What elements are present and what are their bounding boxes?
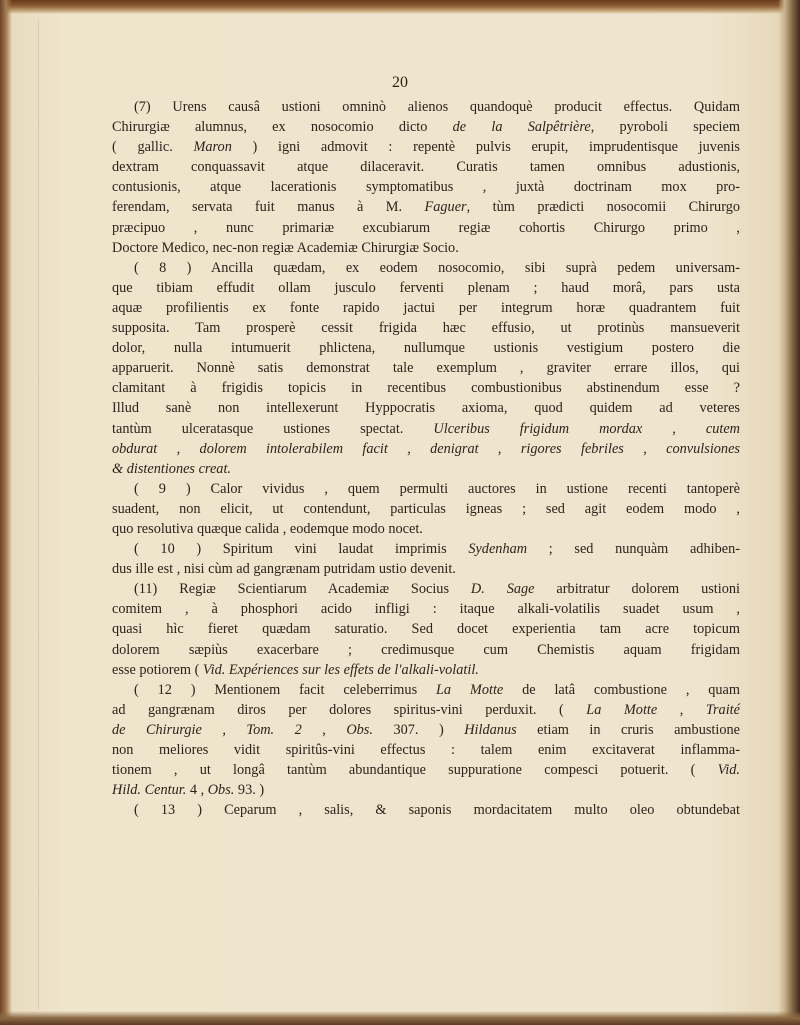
- italic-text: Vid.: [717, 762, 740, 779]
- italic-text: La Motte: [435, 681, 504, 698]
- text-line: [112, 197, 740, 217]
- text-segment: comitem , à phosphori acido infligi : itaque alkali-volatilis suadet usum ,: [112, 601, 740, 618]
- text-line: [112, 157, 740, 177]
- text-line: [112, 780, 740, 800]
- text-segment: ferendam, servata fuit manus à M.: [112, 199, 425, 216]
- text-segment: , pyroboli speciem: [590, 119, 740, 136]
- text-segment: Doctore Medico, nec-non regiæ Academiæ Chirurgiæ Socio.: [112, 239, 459, 256]
- text-line: [112, 720, 740, 740]
- text-segment: (11) Regiæ Scientiarum Academiæ Socius: [134, 581, 471, 598]
- text-line: [112, 599, 740, 619]
- text-segment: aquæ profilientis ex fonte rapido jactui per integrum horæ quadrantem fuit: [112, 299, 740, 316]
- italic-text: Vid. Expériences sur les effets de l'alkali-volatil.: [202, 661, 479, 678]
- italic-text: Obs.: [207, 782, 235, 799]
- text-segment: ( 8 ) Ancilla quædam, ex eodem nosocomio, sibi suprà pedem universam-: [134, 259, 740, 276]
- page-edge-left: [0, 0, 12, 1025]
- text-line: [112, 97, 740, 117]
- text-line: [112, 459, 740, 479]
- text-line: [112, 499, 740, 519]
- text-segment: esse potiorem (: [112, 661, 203, 678]
- text-segment: apparuerit. Nonnè satis demonstrat tale exemplum , graviter errare illos, qui: [112, 360, 740, 377]
- text-segment: non meliores vidit spiritûs-vini effectus : talem enim excitaverat inflamma-: [112, 742, 740, 758]
- italic-text: de Chirurgie , Tom. 2 , Obs.: [112, 721, 373, 738]
- page-margin-crease: [38, 20, 39, 1010]
- text-segment: tantùm ulceratasque ustiones spectat.: [112, 420, 434, 437]
- text-segment: dolor, nulla intumuerit phlictena, nullumque ustionis vestigium postero die: [112, 340, 740, 357]
- text-segment: , tùm prædicti nosocomii Chirurgo: [466, 199, 740, 216]
- text-segment: 93. ): [234, 782, 265, 799]
- text-line: [112, 559, 740, 579]
- text-segment: supposita. Tam prosperè cessit frigida hæc effusio, ut protinùs mansueverit: [112, 320, 740, 337]
- text-segment: arbitratur dolorem ustioni: [534, 581, 741, 598]
- text-line: [112, 258, 740, 278]
- text-segment: etiam in cruris ambustione: [516, 721, 741, 738]
- text-line: [112, 378, 740, 398]
- text-segment: quo resolutiva quæque calida , eodemque modo nocet.: [112, 520, 423, 537]
- text-line: [112, 660, 740, 680]
- page-edge-right: [778, 0, 800, 1025]
- text-segment: ( 10 ) Spiritum vini laudat imprimis: [134, 541, 469, 558]
- text-segment: ( gallic.: [112, 139, 194, 156]
- text-line: [112, 700, 740, 720]
- italic-text: & distentiones creat.: [112, 460, 231, 477]
- text-segment: que tibiam effudit ollam jusculo ferventi plenam ; haud morâ, pars usta: [112, 279, 740, 296]
- text-line: [112, 177, 740, 197]
- text-line: [112, 298, 740, 318]
- text-line: [112, 398, 740, 418]
- text-line: [112, 358, 740, 378]
- text-segment: dolorem sæpiùs exacerbare ; credimusque cum Chemistis aquam frigidam: [112, 641, 740, 658]
- text-segment: dextram conquassavit atque dilaceravit. Curatis tamen omnibus adustionis,: [112, 159, 740, 176]
- text-segment: (7) Urens causâ ustioni omninò alienos quandoquè producit effectus. Quidam: [134, 99, 740, 115]
- text-segment: Illud sanè non intellexerunt Hyppocratis axioma, quod quidem ad veteres: [112, 400, 740, 417]
- italic-text: Hild. Centur.: [112, 782, 187, 799]
- text-line: [112, 419, 740, 439]
- text-line: [112, 479, 740, 499]
- text-segment: suadent, non elicit, ut contendunt, particulas igneas ; sed agit eodem modo ,: [112, 500, 740, 517]
- italic-text: Ulceribus frigidum mordax , cutem: [433, 420, 740, 437]
- text-line: [112, 218, 740, 238]
- text-segment: ( 9 ) Calor vividus , quem permulti auctores in ustione recenti tantoperè: [134, 480, 740, 497]
- italic-text: Maron: [193, 139, 232, 156]
- text-segment: ( 12 ) Mentionem facit celeberrimus: [134, 681, 436, 698]
- text-line: [112, 740, 740, 760]
- italic-text: D. Sage: [470, 581, 535, 598]
- text-segment: de latâ combustione , quam: [503, 681, 740, 698]
- page-edge-top: [0, 0, 800, 14]
- text-segment: 307. ): [372, 721, 465, 738]
- text-line: [112, 800, 740, 820]
- italic-text: Hildanus: [464, 721, 517, 738]
- text-line: [112, 318, 740, 338]
- text-line: [112, 137, 740, 157]
- text-segment: tionem , ut longâ tantùm abundantique suppuratione compesci potuerit. (: [112, 762, 718, 779]
- italic-text: Faguer: [424, 199, 467, 216]
- text-line: [112, 579, 740, 599]
- italic-text: La Motte , Traité: [586, 701, 740, 718]
- text-line: [112, 619, 740, 639]
- italic-text: obdurat , dolorem intolerabilem facit , denigrat , rigores febriles , convulsiones: [112, 440, 740, 457]
- text-line: [112, 680, 740, 700]
- text-segment: dus ille est , nisi cùm ad gangrænam putridam ustio devenit.: [112, 561, 456, 578]
- text-segment: Chirurgiæ alumnus, ex nosocomio dicto: [112, 119, 453, 136]
- text-segment: clamitant à frigidis topicis in recentibus combustionibus abstinendum esse ?: [112, 380, 740, 397]
- text-segment: ) igni admovit : repentè pulvis erupit, imprudentisque juvenis: [231, 139, 740, 156]
- page-edge-bottom: [0, 1011, 800, 1025]
- text-line: [112, 439, 740, 459]
- text-segment: ad gangrænam diros per dolores spiritus-vini perduxit. (: [112, 701, 587, 718]
- text-line: [112, 278, 740, 298]
- text-segment: ; sed nunquàm adhiben-: [527, 541, 740, 558]
- text-segment: 4 ,: [186, 782, 208, 799]
- text-line: [112, 519, 740, 539]
- text-line: [112, 640, 740, 660]
- text-line: [112, 338, 740, 358]
- italic-text: de la Salpêtrière: [452, 119, 591, 136]
- text-segment: quasi hìc fieret quædam saturatio. Sed docet experientia tam acre topicum: [112, 621, 740, 638]
- text-segment: ( 13 ) Ceparum , salis, & saponis mordacitatem multo oleo obtundebat: [134, 802, 740, 819]
- text-line: [112, 238, 740, 258]
- text-line: [112, 539, 740, 559]
- text-line: [112, 117, 740, 137]
- italic-text: Sydenham: [468, 541, 528, 558]
- page-number: 20: [392, 74, 408, 91]
- body-text: [112, 97, 740, 820]
- text-line: [112, 760, 740, 780]
- text-segment: præcipuo , nunc primariæ excubiarum regiæ cohortis Chirurgo primo ,: [112, 219, 740, 236]
- text-segment: contusionis, atque lacerationis symptomatibus , juxtà doctrinam mox pro-: [112, 179, 740, 196]
